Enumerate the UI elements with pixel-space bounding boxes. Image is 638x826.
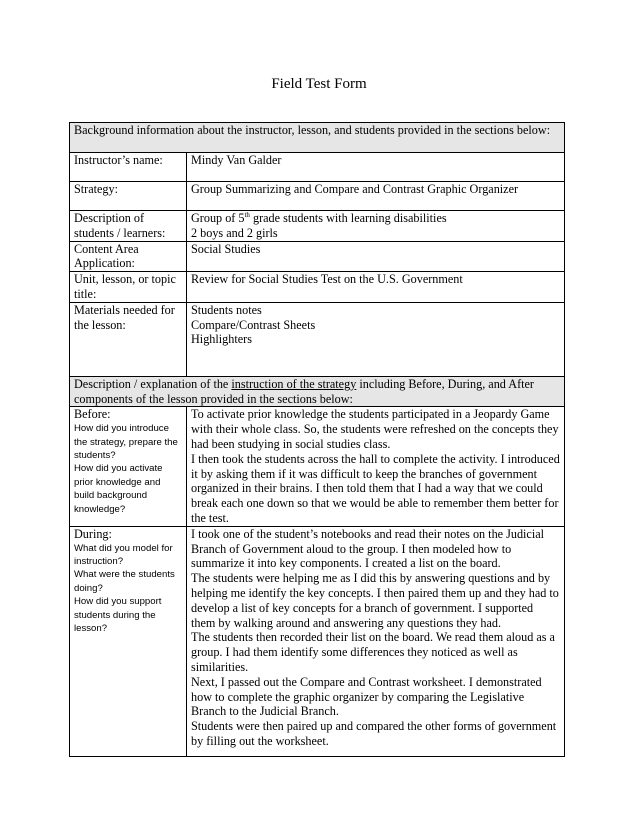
background-header: Background information about the instructor, lesson, and students provided in the sections below: — [70, 123, 565, 153]
materials-label: Materials needed for the lesson: — [70, 302, 187, 376]
page-title: Field Test Form — [271, 76, 367, 92]
learners-value: Group of 5th grade students with learning disabilities 2 boys and 2 girls — [187, 211, 565, 242]
during-text: I took one of the student’s notebooks and read their notes on the Judicial Branch of Government aloud to the group. I then modeled how to summarize it into key components. I created a list on the board. The students were helping me as I did this by answering questions and by helping me identify the key concepts. I then paired them up and they had to develop a list of key concepts for a branch of government. I supported them by walking around and answering any questions they had. The students then recorded their list on the board. We read them aloud as a group. I had them identify some differences they noticed as well as similarities. Next, I passed out the Compare and Contrast worksheet. I demonstrated how to complete the graphic organizer by comparing the Legislative Branch to the Judicial Branch. Students were then paired up and compared the other forms of government by filling out the worksheet. — [187, 526, 565, 756]
content-area-value: Social Studies — [187, 241, 565, 272]
before-label-cell — [70, 407, 187, 526]
strategy-link-text: instruction of the strategy — [231, 376, 357, 391]
instructor-value: Mindy Van Galder — [187, 153, 565, 182]
before-questions: How did you introduce the strategy, prepare the students? How did you activate prior knowledge and build background knowledge? — [74, 423, 178, 515]
topic-value: Review for Social Studies Test on the U.S. Government — [187, 272, 565, 303]
before-label: Before: — [74, 407, 111, 422]
description-header: Description / explanation of the instruction of the strategy including Before, During, and After components of the lesson provided in the sections below: — [70, 376, 565, 407]
learners-label: Description of students / learners: — [70, 211, 187, 242]
during-label: During: — [74, 526, 112, 541]
instructor-label: Instructor’s name: — [70, 153, 187, 182]
during-label-cell — [70, 526, 187, 756]
before-text: To activate prior knowledge the students participated in a Jeopardy Game with their whole class. So, the students were refreshed on the concepts they had been studying in social studies class. I then took the students across the hall to complete the activity. I introduced it by asking them if it was difficult to keep the branches of government organized in their brains. I then told them that I had a way that we could break each one down so that we would be able to remember them better for the test. — [187, 407, 565, 526]
strategy-value: Group Summarizing and Compare and Contrast Graphic Organizer — [187, 182, 565, 211]
strategy-label: Strategy: — [70, 182, 187, 211]
content-area-label: Content Area Application: — [70, 241, 187, 272]
materials-value: Students notes Compare/Contrast Sheets Highlighters — [187, 302, 565, 376]
during-questions: What did you model for instruction? What were the students doing? How did you support students during the lesson? — [74, 542, 175, 634]
topic-label: Unit, lesson, or topic title: — [70, 272, 187, 303]
field-test-table — [69, 122, 565, 757]
